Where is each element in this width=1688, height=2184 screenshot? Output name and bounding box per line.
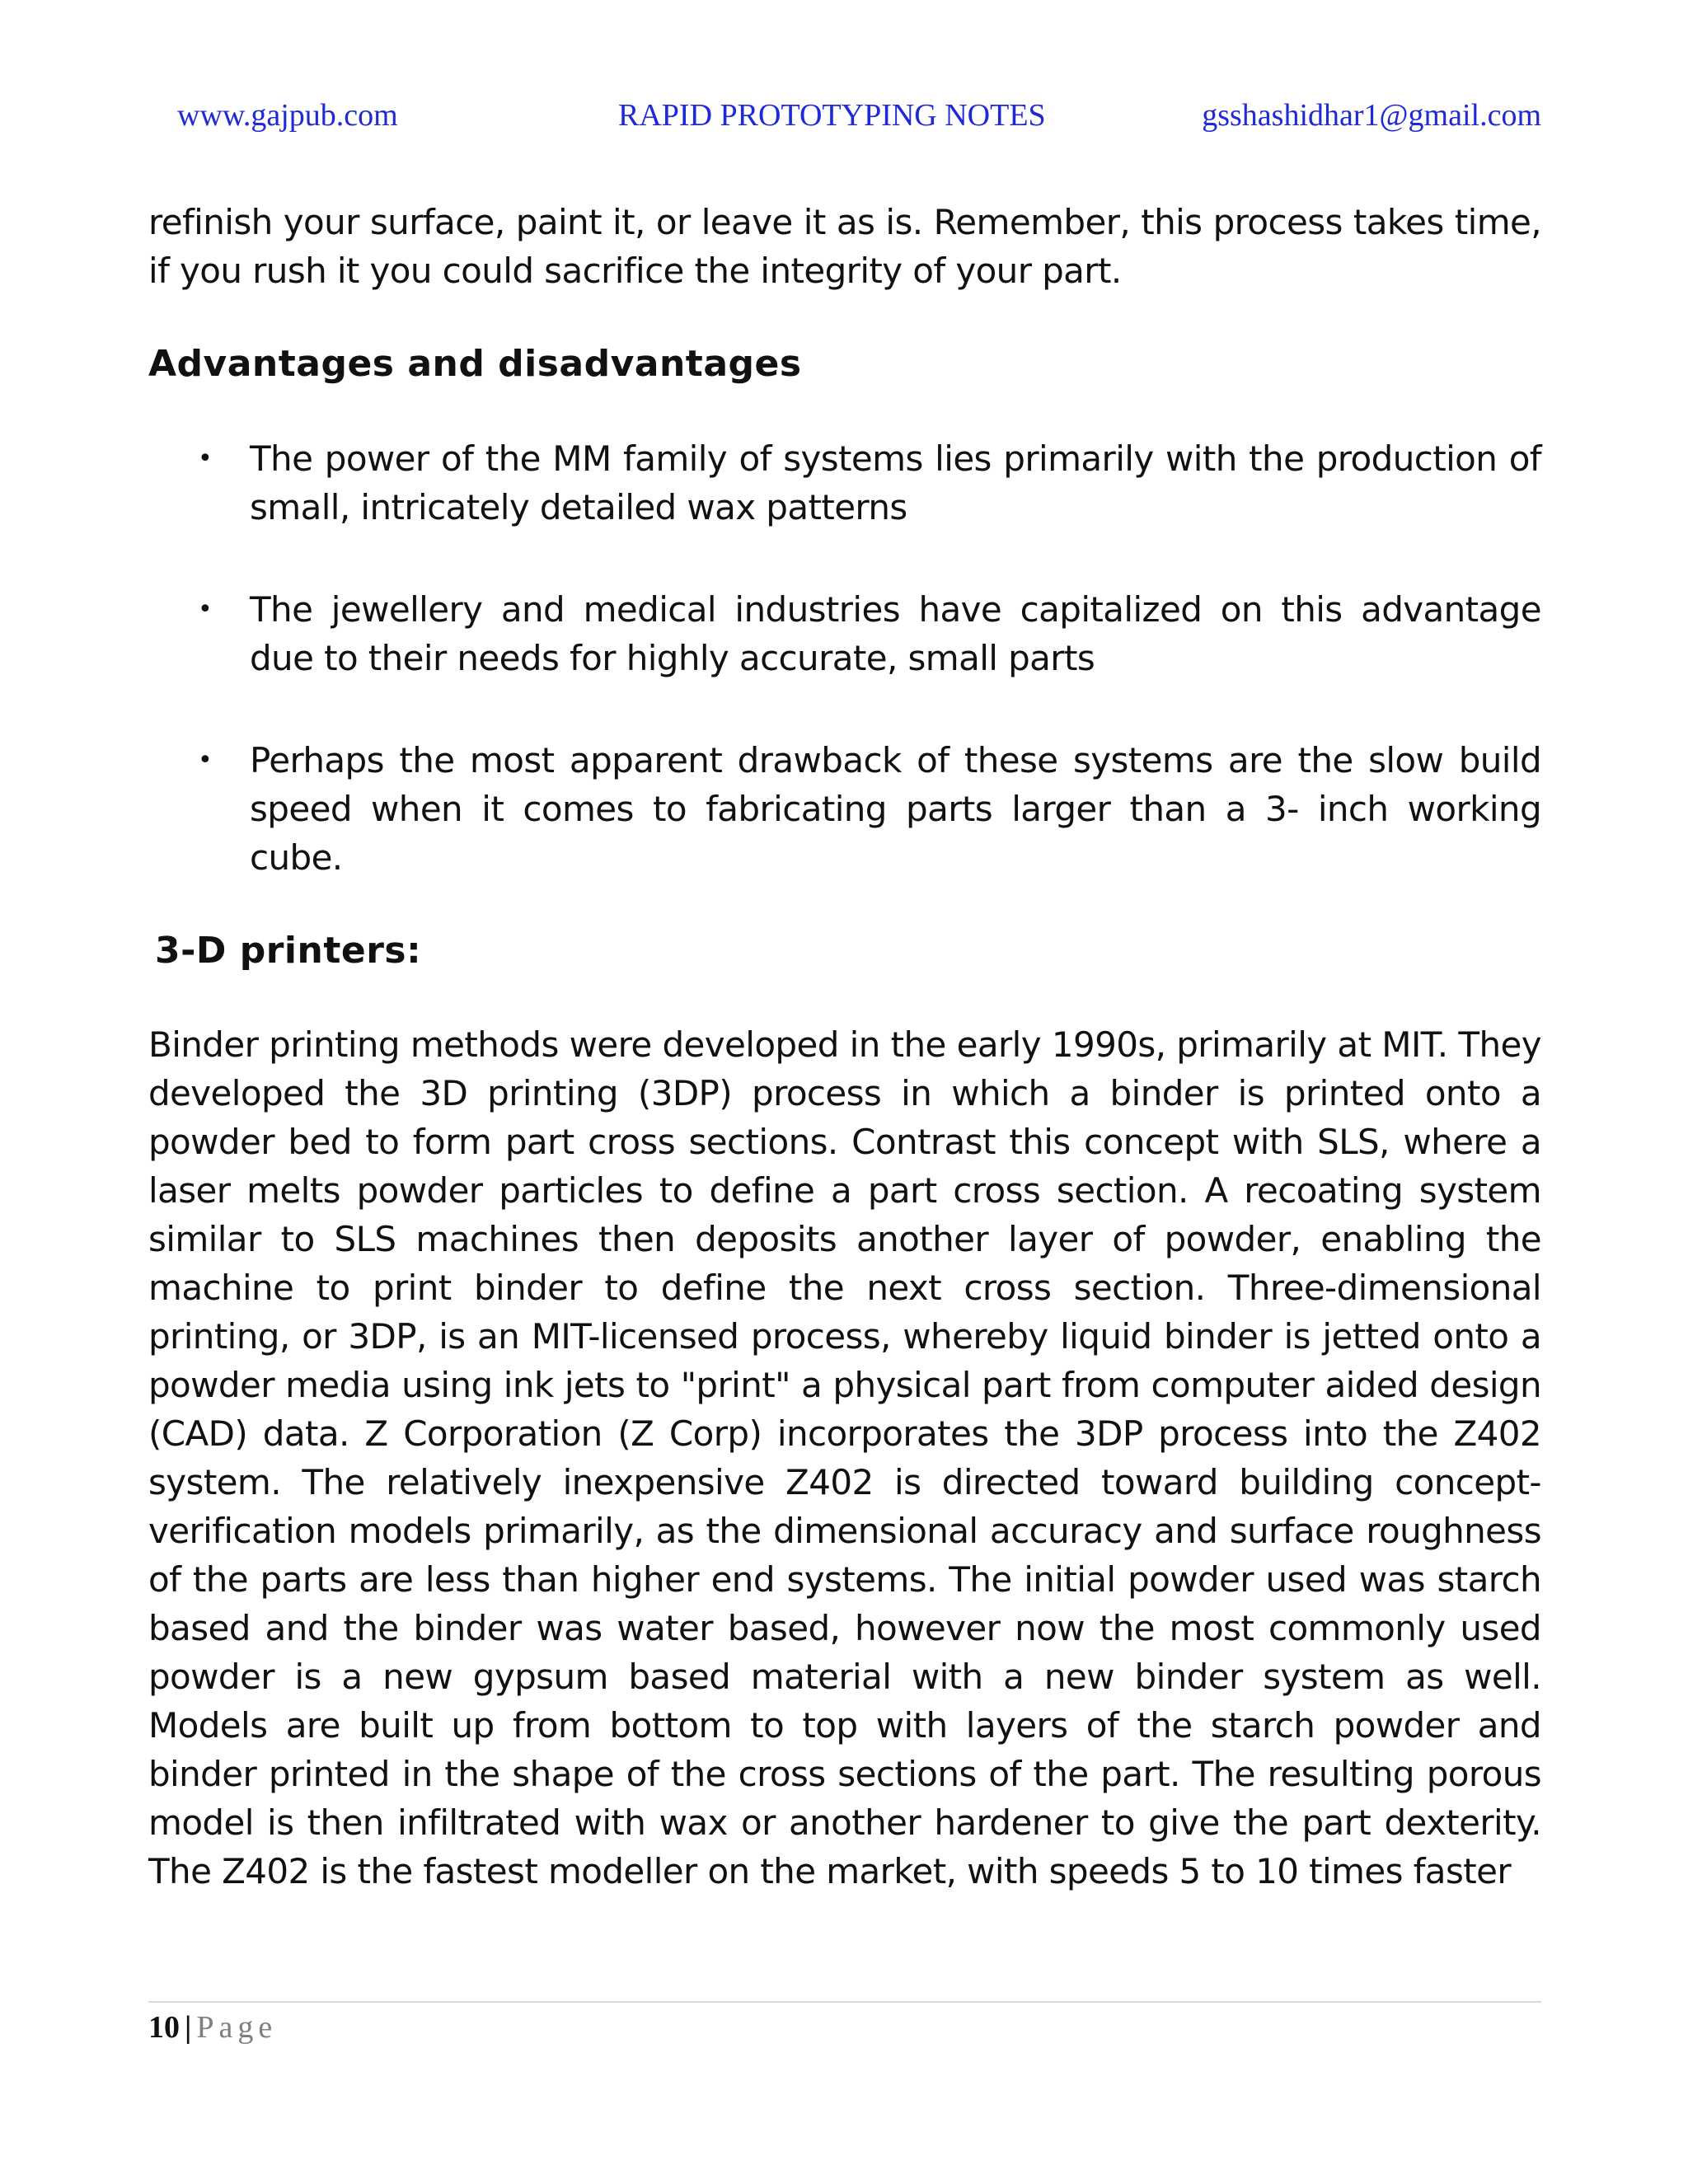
header-website: www.gajpub.com xyxy=(177,98,398,133)
page-number: 10 xyxy=(148,2010,180,2045)
3d-printers-paragraph: Binder printing methods were developed in the early 1990s, primarily at MIT. They developed the 3D printing (3DP) process in which a binder is printed onto a powder bed to form part cross sections. Contrast this concept with SLS, where a laser melts powder particles to define a part cross section. A recoating system similar to SLS machines then deposits another layer of powder, enabling the machine to print binder to define the next cross section. Three-dimensional printing, or 3DP, is an MIT-licensed process, whereby liquid binder is jetted onto a powder media using ink jets to "print" a physical part from computer aided design (CAD) data. Z Corporation (Z Corp) incorporates the 3DP process into the Z402 system. The relatively inexpensive Z402 is directed toward building concept-verification models primarily, as the dimensional accuracy and surface roughness of the parts are less than higher end systems. The initial powder used was starch based and the binder was water based, however now the most commonly used powder is a new gypsum based material with a new binder system as well. Models are built up from bottom to top with layers of the starch powder and binder printed in the shape of the cross sections of the part. The resulting porous model is then infiltrated with wax or another hardener to give the part dexterity. The Z402 is the fastest modeller on the market, with speeds 5 to 10 times faster xyxy=(148,1024,1541,1891)
document-body xyxy=(148,198,1541,1896)
header-email: gsshashidhar1@gmail.com xyxy=(1202,98,1541,133)
page-header xyxy=(177,97,1541,138)
header-title: RAPID PROTOTYPING NOTES xyxy=(618,98,1046,133)
footer-divider xyxy=(148,2001,1541,2003)
page-footer xyxy=(148,2009,277,2046)
section-heading-3d-printers: 3-D printers: xyxy=(155,930,422,972)
list-item-text: Perhaps the most apparent drawback of these systems are the slow build speed when it comes to fabricating parts larger than a 3- inch working cube. xyxy=(250,740,1541,878)
list-item-text: The jewellery and medical industries have capitalized on this advantage due to their needs for highly accurate, small parts xyxy=(250,589,1541,678)
list-item xyxy=(148,585,1541,682)
bullet-icon: • xyxy=(198,444,213,473)
section-heading-advantages: Advantages and disadvantages xyxy=(148,343,802,385)
list-item xyxy=(148,736,1541,882)
intro-paragraph: refinish your surface, paint it, or leave it as is. Remember, this process takes time, if you rush it you could sacrifice the integrity of your part. xyxy=(148,202,1541,291)
advantages-list xyxy=(148,434,1541,882)
list-item-text: The power of the MM family of systems lies primarily with the production of small, intricately detailed wax patterns xyxy=(250,438,1541,527)
bullet-icon: • xyxy=(198,746,213,775)
bullet-icon: • xyxy=(198,595,213,624)
footer-separator: | xyxy=(185,2010,192,2045)
list-item xyxy=(148,434,1541,532)
page-label: Page xyxy=(196,2010,278,2045)
